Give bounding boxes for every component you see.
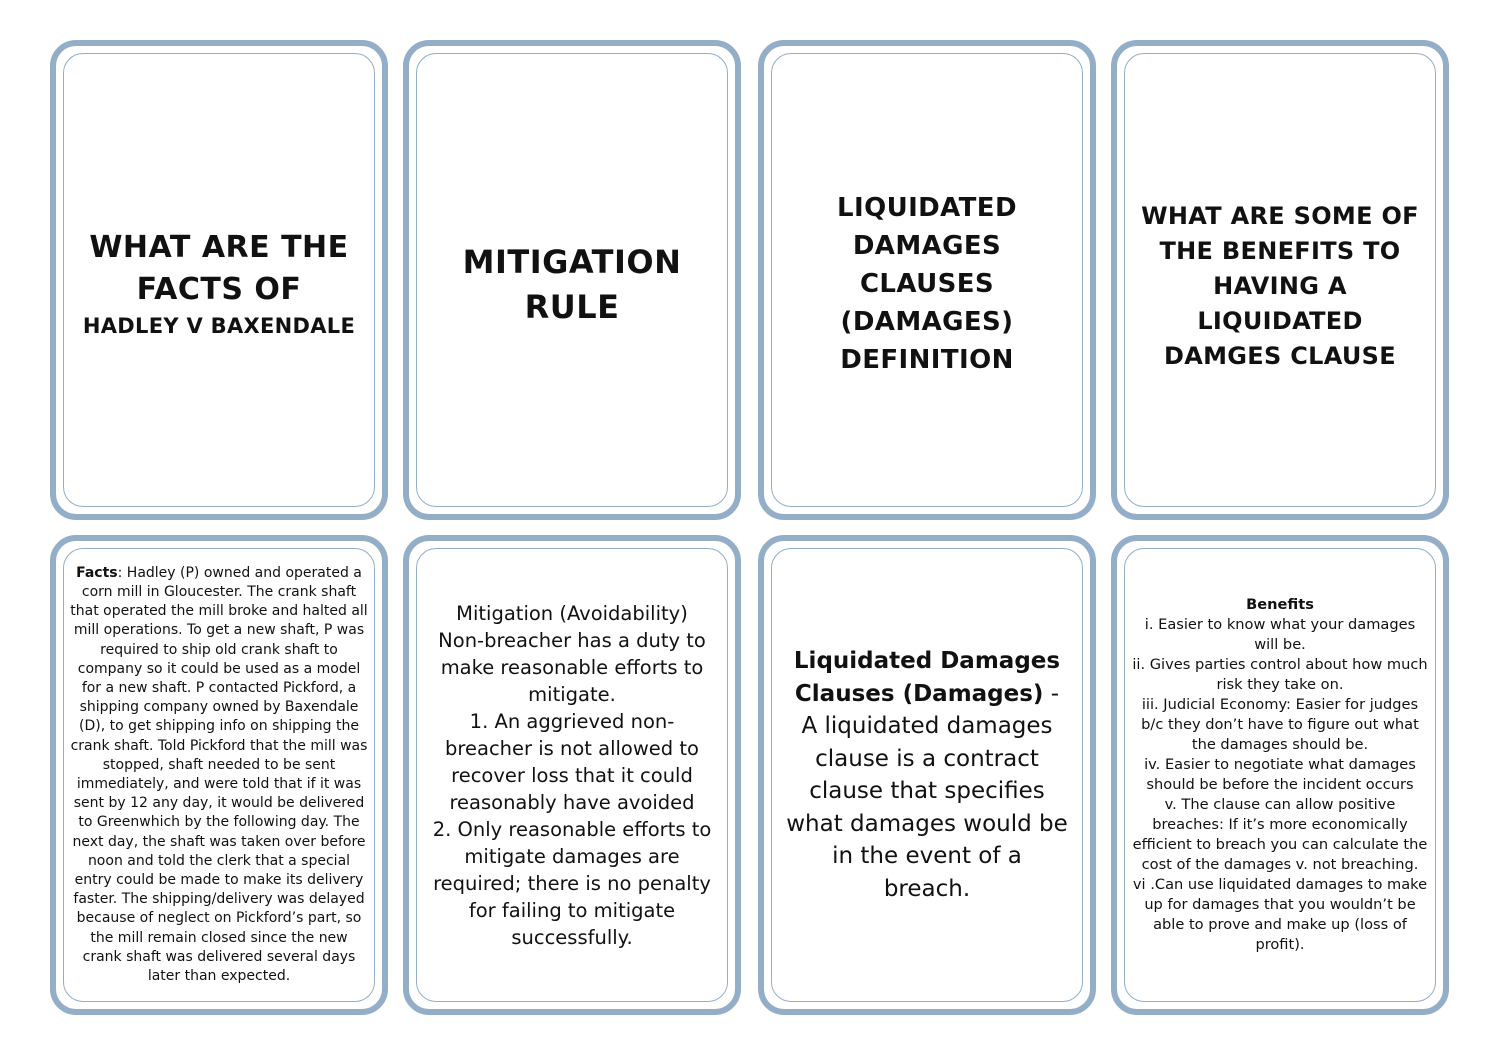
card-back-liquidated bbox=[758, 535, 1096, 1015]
card-back-mitigation bbox=[403, 535, 741, 1015]
card-inner bbox=[1124, 548, 1436, 1002]
card-front-liquidated bbox=[758, 40, 1096, 520]
card-inner bbox=[1124, 53, 1436, 507]
facts-body: : Hadley (P) owned and operated a corn mill in Gloucester. The crank shaft that operated the mill broke and halted all mill operations. To get a new shaft, P was required to ship old crank shaft to company so it could be used as a model for a new shaft. P contacted Pickford, a shipping company owned by Baxendale (D), to get shipping info on shipping the crank shaft. Told Pickford that the mill was stopped, shaft needed to be sent immediately, and were told that if it was sent by 12 any day, it would be delivered to Greenwhich by the following day. The next day, the shaft was taken over before noon and told the clerk that a special entry could be made to make its delivery faster. The shipping/delivery was delayed because of neglect on Pickford’s part, so the mill remain closed since the new crank shaft was delivered several days later than expected. bbox=[70, 564, 368, 985]
card-title-line: RULE bbox=[524, 288, 620, 326]
benefit-item: i. Easier to know what your damages will be. bbox=[1144, 616, 1416, 653]
card-title-line: HADLEY V BAXENDALE bbox=[82, 314, 356, 338]
card-title-line: DAMAGES CLAUSES bbox=[852, 231, 1002, 299]
liquidated-definition bbox=[772, 645, 1082, 905]
facts-text bbox=[64, 564, 374, 986]
mitigation-duty: Non-breacher has a duty to make reasonable efforts to mitigate. bbox=[438, 628, 706, 706]
card-inner bbox=[416, 548, 728, 1002]
card-back-benefits bbox=[1111, 535, 1449, 1015]
mitigation-heading: Mitigation (Avoidability) bbox=[456, 601, 688, 625]
benefits-heading: Benefits bbox=[1246, 596, 1314, 613]
mitigation-item-1: 1. An aggrieved non-breacher is not allowed to recover loss that it could reasonably have avoided bbox=[445, 709, 699, 814]
benefit-item: iv. Easier to negotiate what damages should be before the incident occurs bbox=[1144, 756, 1416, 793]
card-inner bbox=[63, 53, 375, 507]
card-title-line: (DAMAGES) bbox=[840, 307, 1014, 337]
card-title-line: HAVING A LIQUIDATED bbox=[1197, 271, 1363, 335]
card-inner bbox=[771, 548, 1083, 1002]
card-front-benefits bbox=[1111, 40, 1449, 520]
liquidated-text: - A liquidated damages clause is a contract clause that specifies what damages would be in the event of a breach. bbox=[786, 680, 1068, 902]
mitigation-item-2: 2. Only reasonable efforts to mitigate damages are required; there is no penalty for failing to mitigate successfully. bbox=[432, 817, 712, 949]
card-title-line: WHAT ARE SOME OF bbox=[1141, 201, 1419, 230]
benefit-item: v. The clause can allow positive breaches: If it’s more economically efficient to breach you can calculate the cost of the damages v. not breaching. bbox=[1132, 796, 1428, 873]
card-inner bbox=[63, 548, 375, 1002]
card-title-line: LIQUIDATED bbox=[837, 193, 1017, 223]
card-title-line: THE BENEFITS TO bbox=[1159, 236, 1401, 265]
card-title-line: WHAT ARE THE bbox=[89, 230, 349, 265]
benefit-item: ii. Gives parties control about how much risk they take on. bbox=[1132, 656, 1428, 693]
facts-label: Facts bbox=[76, 564, 118, 581]
card-inner bbox=[416, 53, 728, 507]
card-title-line: MITIGATION bbox=[462, 243, 682, 281]
benefit-item: vi .Can use liquidated damages to make up for damages that you wouldn’t be able to prove and make up (loss of profit). bbox=[1132, 876, 1428, 953]
benefit-item: iii. Judicial Economy: Easier for judges b/c they don’t have to figure out what the damages should be. bbox=[1141, 696, 1419, 753]
card-inner bbox=[771, 53, 1083, 507]
liquidated-term: Liquidated Damages Clauses (Damages) bbox=[793, 648, 1061, 707]
card-title-line: DEFINITION bbox=[840, 345, 1014, 375]
card-title-line: DAMGES CLAUSE bbox=[1164, 341, 1396, 370]
card-title-line: FACTS OF bbox=[136, 272, 302, 307]
card-front-mitigation bbox=[403, 40, 741, 520]
card-front-hadley bbox=[50, 40, 388, 520]
card-back-hadley-facts bbox=[50, 535, 388, 1015]
